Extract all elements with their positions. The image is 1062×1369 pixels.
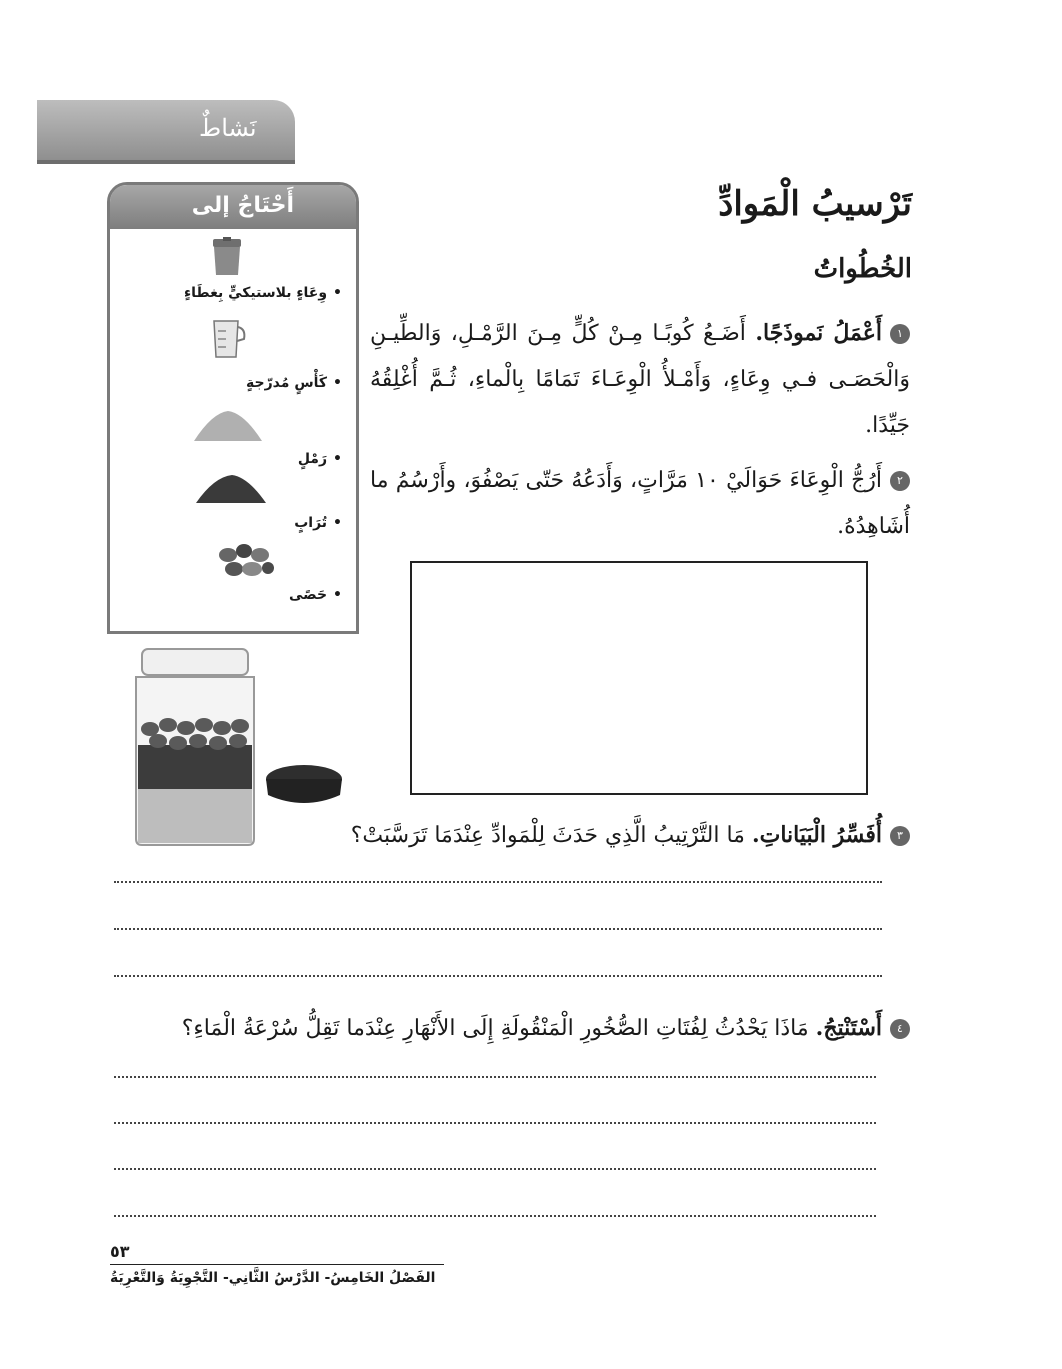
step-2-text: أَرُجُّ الْوِعَاءَ حَوَالَيْ ١٠ مَرَّاتٍ، وَأَدَعُهُ حَتّى يَصْفُوَ، وأَرْسُمُ ما أُشَاهِدُهُ. xyxy=(370,468,910,539)
answer-line[interactable] xyxy=(114,928,882,930)
activity-tab-label: نَشاطٌ xyxy=(199,114,257,142)
step-1 xyxy=(370,310,910,449)
step-2 xyxy=(370,458,910,550)
step-3 xyxy=(350,812,910,859)
soil-pile-icon xyxy=(194,471,268,505)
step-3-text: مَا التَّرْتِيبُ الَّذِي حَدَثَ لِلْمَوادِّ عِنْدَمَا تَرَسَّبَتْ؟ xyxy=(350,823,752,848)
materials-header xyxy=(110,185,356,229)
lesson-title: تَرْسيبُ الْمَوادِّ xyxy=(718,184,912,224)
footer-divider xyxy=(110,1264,444,1265)
step-4-number: ٤ xyxy=(890,1019,910,1039)
steps-heading: الخُطُواتُ xyxy=(813,254,912,284)
answer-line[interactable] xyxy=(114,975,882,977)
answer-line[interactable] xyxy=(114,1215,876,1217)
jar-illustration xyxy=(128,645,343,850)
activity-tab xyxy=(37,100,295,164)
step-1-text: أَضَـعُ كُوبًـا مِـنْ كُلٍّ مِـنَ الرَّمْـلِ، وَالطِّيـنِ وَالْحَصَـى فـي وِعَاءٍ، وَأَمْـلأُ الْوِعَـاءَ تَمَامًا بِالْماءِ، ثُـمَّ أُغْلِقُهُ جَيِّدًا. xyxy=(370,321,910,438)
material-item-pebbles: • حَصًى xyxy=(289,587,342,603)
container-icon xyxy=(210,237,244,277)
material-item-container: • وِعَاءٍ بلاستيكيٍّ بِغطَاءٍ xyxy=(184,285,342,301)
material-item-sand: • رَمْلٍ xyxy=(298,451,342,467)
materials-heading: أَحْتَاجُ إلى xyxy=(191,193,294,218)
step-2-number: ٢ xyxy=(890,471,910,491)
step-1-lead: أَعْمَلُ نَموذَجًا. xyxy=(755,320,882,346)
step-3-lead: أُفَسِّرُ الْبَيَاناتِ. xyxy=(751,822,882,848)
materials-box xyxy=(107,182,359,634)
step-4-text: مَاذَا يَحْدُثُ لِفُتَاتِ الصُّخُورِ الْمَنْقُولَةِ إِلَى الأَنْهَارِ عِنْدَما تَقِلُّ سُرْعَةُ الْمَاءِ؟ xyxy=(181,1016,816,1041)
step-4 xyxy=(130,1005,910,1052)
drawing-box[interactable] xyxy=(410,561,868,795)
step-4-lead: أَسْتَنْتِجُ. xyxy=(815,1015,882,1041)
material-item-soil: • تُرَابٍ xyxy=(294,515,342,531)
material-item-measuring-cup: • كَأْسٍ مُدرّجةٍ xyxy=(246,375,342,391)
measuring-cup-icon xyxy=(208,319,248,359)
page-number: ٥٣ xyxy=(110,1242,130,1261)
answer-line[interactable] xyxy=(114,881,882,883)
sand-pile-icon xyxy=(192,407,264,443)
pebbles-icon xyxy=(216,541,276,581)
step-1-number: ١ xyxy=(890,324,910,344)
answer-line[interactable] xyxy=(114,1168,876,1170)
step-3-number: ٣ xyxy=(890,826,910,846)
chapter-footer: الفَصْلُ الخَامِسُ- الدَّرْسُ الثَّانِي- التَّجْوِيَةُ وَالتَّعْرِيَةُ xyxy=(110,1270,436,1286)
answer-line[interactable] xyxy=(114,1076,876,1078)
answer-line[interactable] xyxy=(114,1122,876,1124)
